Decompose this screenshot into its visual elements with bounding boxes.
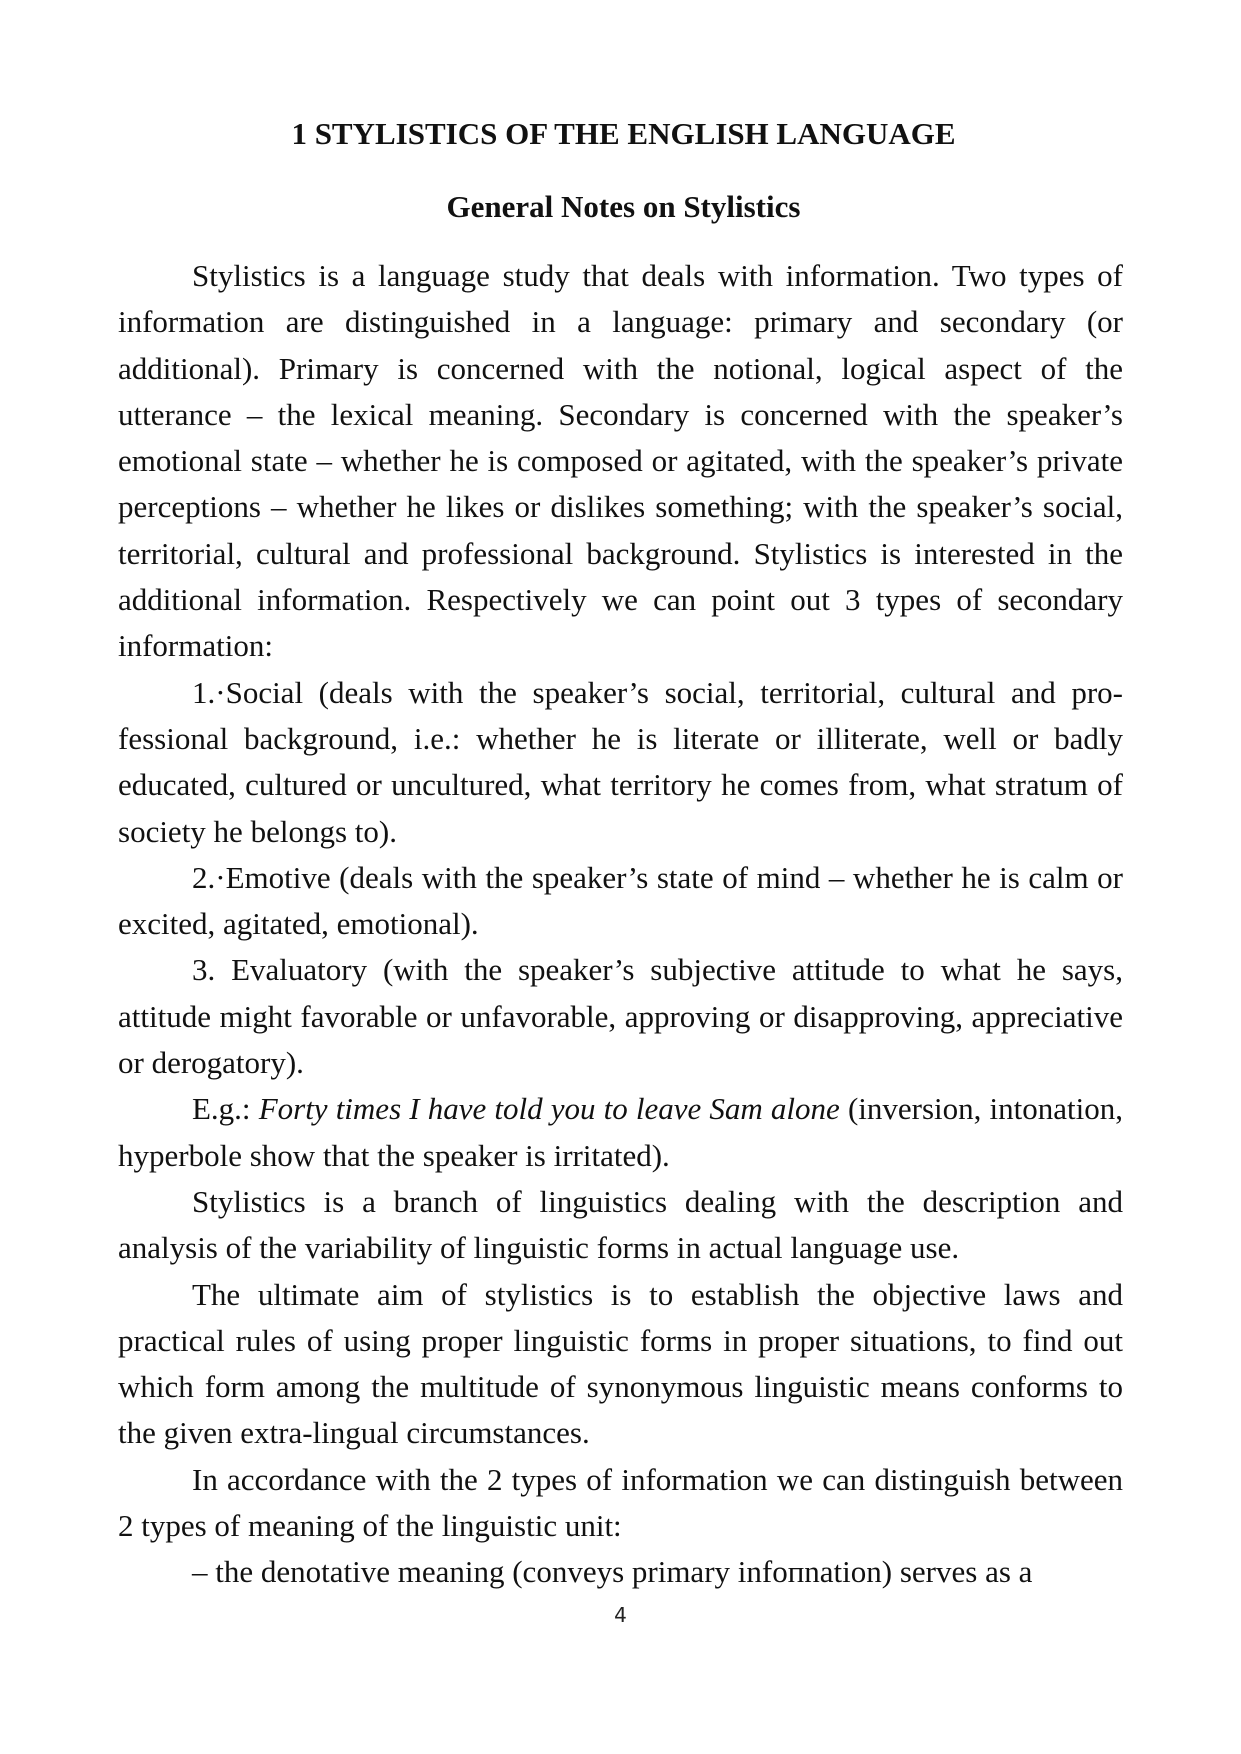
example-lead: E.g.: xyxy=(192,1091,259,1127)
document-body xyxy=(118,253,1123,1596)
paragraph-evaluatory: 3. Evaluatory (with the speaker’s subjective attitude to what he says, attitude might favorable or unfavorable, approving or disapproving, appreciative or derogatory). xyxy=(118,952,1123,1081)
chapter-title: 1 STYLISTICS OF THE ENGLISH LANGUAGE xyxy=(291,116,956,151)
paragraph-example xyxy=(118,1086,1123,1179)
paragraph-emotive: 2.·Emotive (deals with the speaker’s state of mind – whether he is calm or excited, agitated, emotional). xyxy=(118,859,1123,942)
paragraph-intro: Stylistics is a language study that deals with information. Two types of information are distinguished in a language: primary and secondary (or additional). Primary is concerned with the notional, logical aspect of the utterance – the lexical meaning. Secondary is concerned with the speaker’s emotional state – whether he is composed or agitated, with the speaker’s private perceptions – whether he likes or dislikes something; with the speaker’s social, territorial, cultural and professional background. Stylistics is interested in the additional information. Respectively we can point out 3 types of secondary information: xyxy=(118,258,1123,664)
paragraph-social: 1.·Social (deals with the speaker’s social, territorial, cultural and professional background, i.e.: whether he is literate or illiterate, well or badly educated, cultured or uncultured, what territory he comes from, what stratum of society he belongs to). xyxy=(118,674,1123,849)
example-explanation: (inversion, intonation, hyperbole show that the speaker is irritated). xyxy=(118,1091,1123,1173)
page-number: 4 xyxy=(614,1603,627,1627)
paragraph-meaning-types: In accordance with the 2 types of information we can distinguish between 2 types of meaning of the linguistic unit: xyxy=(118,1461,1123,1544)
section-title: General Notes on Stylistics xyxy=(446,189,801,224)
example-sentence: Forty times I have told you to leave Sam alone xyxy=(258,1091,840,1127)
paragraph-denotative: – the denotative meaning (conveys primary infoпnation) serves as a xyxy=(192,1554,1033,1590)
paragraph-aim: The ultimate aim of stylistics is to establish the objective laws and practical rules of using proper linguistic forms in proper situations, to find out which form among the multitude of synonymous linguistic means conforms to the given extra-lingual circumstances. xyxy=(118,1276,1123,1451)
paragraph-definition: Stylistics is a branch of linguistics dealing with the description and analysis of the variability of linguistic forms in actual language use. xyxy=(118,1183,1123,1266)
document-page xyxy=(118,112,1123,1596)
